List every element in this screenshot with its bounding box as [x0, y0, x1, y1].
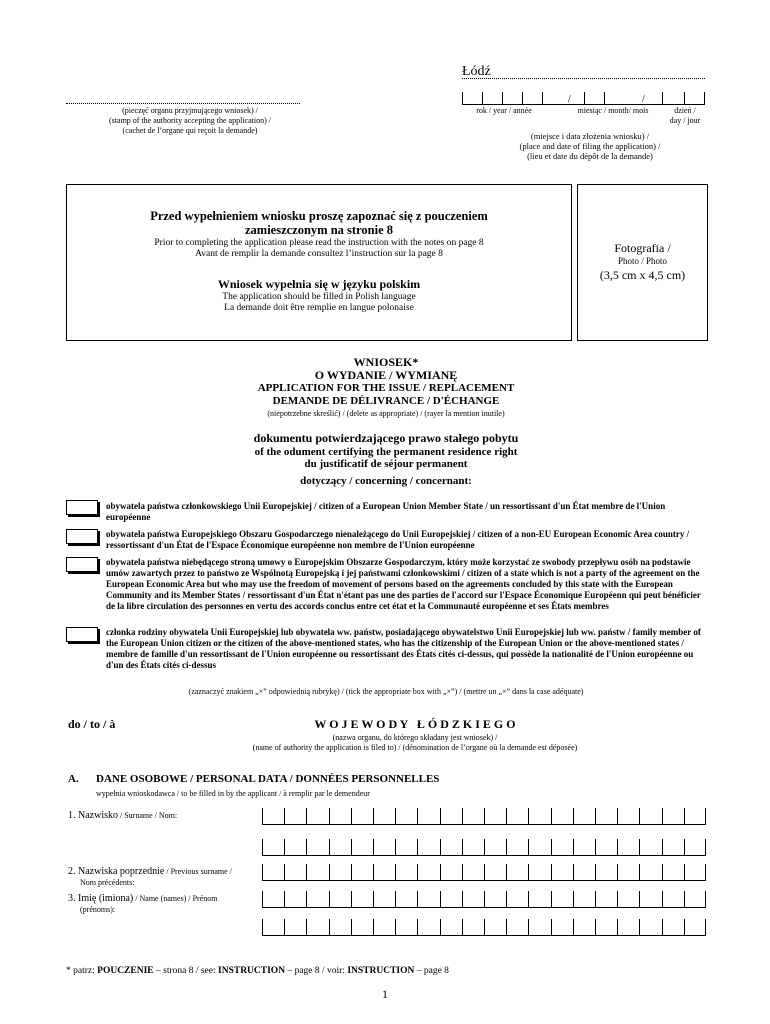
recipient-label: do / to / à — [68, 717, 116, 731]
stamp-label: (pieczęć organu przyjmującego wniosek) / (stamp of the authority accepting the application) / (cachet de l’organe qui reçoit la demande) — [109, 106, 271, 135]
form-title-translations: APPLICATION FOR THE ISSUE / REPLACEMENT DEMANDE DE DÉLIVRANCE / D'ÉCHANGE — [257, 382, 515, 407]
instruction-heading: Przed wypełnieniem wniosku proszę zapoznać się z pouczeniem zamieszczonym na stronie 8 — [150, 209, 488, 237]
date-year-label: rok / year / année — [476, 106, 532, 115]
option-checkbox-agreement-citizen[interactable] — [66, 557, 98, 572]
option-checkbox-family-member[interactable] — [66, 627, 98, 642]
language-notice: Wniosek wypełnia się w języku polskim — [217, 277, 421, 291]
city-line[interactable] — [462, 62, 705, 79]
date-month-label: miesiąc / month/ mois — [577, 106, 649, 115]
delete-note: (niepotrzebne skreślić) / (delete as appropriate) / (rayer la mention inutile) — [267, 409, 505, 418]
date-field[interactable] — [462, 92, 705, 105]
names-input-row-1[interactable] — [262, 891, 706, 908]
city-label: Łódź — [462, 64, 491, 79]
date-day-label: dzień / day / jour — [669, 106, 701, 125]
option-checkbox-eea-citizen[interactable] — [66, 529, 98, 544]
recipient-note: (nazwa organu, do którego składany jest wniosek) / (name of authority the application is filed to) / (dénomination de l’organe où la demande est déposée) — [252, 733, 578, 752]
option-eea-citizen: obywatela państwa Europejskiego Obszaru Gospodarczego nienależącego do Unii Europejskiej / citizen of a non-EU European Economic Area country / ressortissant d'un État de l'Espace Économique européenne non membre de l'Union européenne — [106, 529, 690, 550]
field-previous-surname-label: 2. Nazwiska poprzednie / Previous surname / Nom précédents: — [68, 866, 232, 887]
section-letter: A. — [68, 773, 79, 785]
instruction-box — [66, 184, 572, 341]
section-note: wypełnia wnioskodawca / to be filled in by the applicant / à remplir par le demendeur — [96, 789, 370, 798]
concerning-label: dotyczący / concerning / concernant: — [300, 475, 472, 487]
recipient-authority: W O J E W O D Y Ł Ó D Z K I E G O — [314, 717, 516, 731]
option-checkbox-eu-citizen[interactable] — [66, 500, 98, 515]
language-translations: The application should be filled in Polish language La demande doit être remplie en langue polonaise — [222, 292, 416, 313]
stamp-line — [66, 97, 300, 104]
form-title: WNIOSEK* O WYDANIE / WYMIANĘ — [314, 355, 458, 382]
surname-input-row-1[interactable] — [262, 808, 706, 825]
photo-title: Fotografia / — [614, 241, 671, 255]
photo-subtitle: Photo / Photo — [617, 256, 667, 266]
option-family-member: członka rodziny obywatela Unii Europejskiej lub obywatela ww. państw, posiadającego obywatelstwo Unii Europejskiej lub ww. państw / family member of the European Union citizen or the citizen of the above-mentioned states, who has the citizenship of the European Union or the above-mentioned states / membre de famille d'un ressortissant de l'Union européenne ou ressortissant des États cités ci-dessus, qui possède la nationalité de l'Union européenne ou d'un des États cités ci-dessus — [106, 627, 701, 670]
section-title: DANE OSOBOWE / PERSONAL DATA / DONNÉES PERSONNELLES — [96, 773, 440, 785]
field-names-label: 3. Imię (imiona) / Name (names) / Prénom (prénoms): — [68, 893, 218, 914]
footnote: * patrz: POUCZENIE – strona 8 / see: INSTRUCTION – page 8 / voir: INSTRUCTION – page 8 — [66, 966, 449, 976]
place-date-label: (miejsce i data złożenia wniosku) / (place and date of filing the application) / (lieu et date du dépôt de la demande) — [519, 131, 661, 161]
photo-size: (3,5 cm x 4,5 cm) — [599, 268, 686, 282]
document-type: dokumentu potwierdzającego prawo stałego pobytu — [253, 431, 519, 445]
field-surname-label: 1. Nazwisko / Surname / Nom: — [68, 810, 178, 821]
surname-input-row-2[interactable] — [262, 839, 706, 856]
option-agreement-citizen: obywatela państwa niebędącego stroną umowy o Europejskim Obszarze Gospodarczym, który może korzystać ze swobody przepływu osób na podstawie umów zawartych przez to państwo ze Wspólnotą Europejską i jej państwami członkowskimi / citizen of a state which is not a party of the agreement on the European Economic Area but who may use the freedom of movement of persons based on the agreements concluded by this state with the European Community and its Member States / ressortissant d'un État n'étant pas une des parties de l'accord sur l'Espace Économique Européenn qui peut bénéficier de la libre circulation des personnes en vertu des accords conclus entre cet état et la Communauté européenne et ses États membres — [106, 557, 701, 611]
page-number: 1 — [382, 987, 388, 1001]
instruction-translations: Prior to completing the application please read the instruction with the notes on page 8 Avant de remplir la demande consultez l’instruction sur la page 8 — [154, 238, 484, 259]
date-separator: / — [568, 94, 571, 105]
photo-box — [577, 184, 708, 341]
mark-note: (zaznaczyć znakiem „×” odpowiednią rubrykę) / (tick the appropriate box with „×”) / (mettre un „×” dans la case adéquate) — [188, 687, 584, 696]
previous-surname-input[interactable] — [262, 864, 706, 881]
document-type-translations: of the odument certifying the permanent residence right du justificatif de séjour permanent — [254, 446, 518, 470]
date-separator: / — [642, 94, 645, 105]
option-eu-citizen: obywatela państwa członkowskiego Unii Europejskiej / citizen of a European Union Member State / un ressortissant d'un État membre de l'Union européenne — [106, 501, 666, 522]
names-input-row-2[interactable] — [262, 919, 706, 936]
